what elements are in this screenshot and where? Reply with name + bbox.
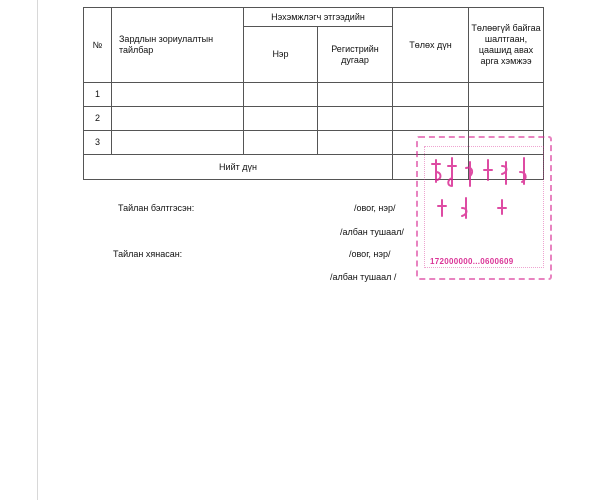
scan-edge-line [37, 0, 38, 500]
row-number: 1 [84, 83, 112, 107]
cell-action [469, 107, 544, 131]
reviewed-name-placeholder: /овог, нэр/ [349, 249, 391, 259]
cell-amount [393, 83, 469, 107]
header-amount: Төлөх дүн [393, 8, 469, 83]
prepared-name-placeholder: /овог, нэр/ [354, 203, 396, 213]
cell-registry [318, 107, 393, 131]
official-stamp [416, 136, 552, 280]
reviewed-label: Тайлан хянасан: [113, 249, 183, 259]
cell-name [244, 83, 318, 107]
cell-name [244, 107, 318, 131]
reviewed-position-placeholder: /албан тушаал / [330, 272, 397, 282]
header-description: Зардлын зориулалтын тайлбар [112, 8, 244, 83]
header-action: Төлөөгүй байгаа шалтгаан, цаашид авах арга хэмжээ [469, 8, 544, 83]
cell-description [112, 83, 244, 107]
header-no: № [84, 8, 112, 83]
cell-action [469, 83, 544, 107]
table-row [84, 107, 544, 131]
prepared-position-placeholder: /албан тушаал/ [340, 227, 404, 237]
row-number: 3 [84, 131, 112, 155]
header-row-1 [84, 8, 544, 27]
cell-description [112, 131, 244, 155]
cell-registry [318, 83, 393, 107]
header-registry: Регистрийн дугаар [318, 27, 393, 83]
cell-name [244, 131, 318, 155]
cell-description [112, 107, 244, 131]
row-number: 2 [84, 107, 112, 131]
header-contractor-group: Нэхэмжлэгч этгээдийн [244, 8, 393, 27]
cell-amount [393, 107, 469, 131]
prepared-label: Тайлан бэлтгэсэн: [118, 203, 195, 213]
header-name: Нэр [244, 27, 318, 83]
table-row [84, 83, 544, 107]
stamp-number: 172000000...0600609 [430, 257, 514, 266]
total-label: Нийт дүн [84, 155, 393, 180]
cell-registry [318, 131, 393, 155]
